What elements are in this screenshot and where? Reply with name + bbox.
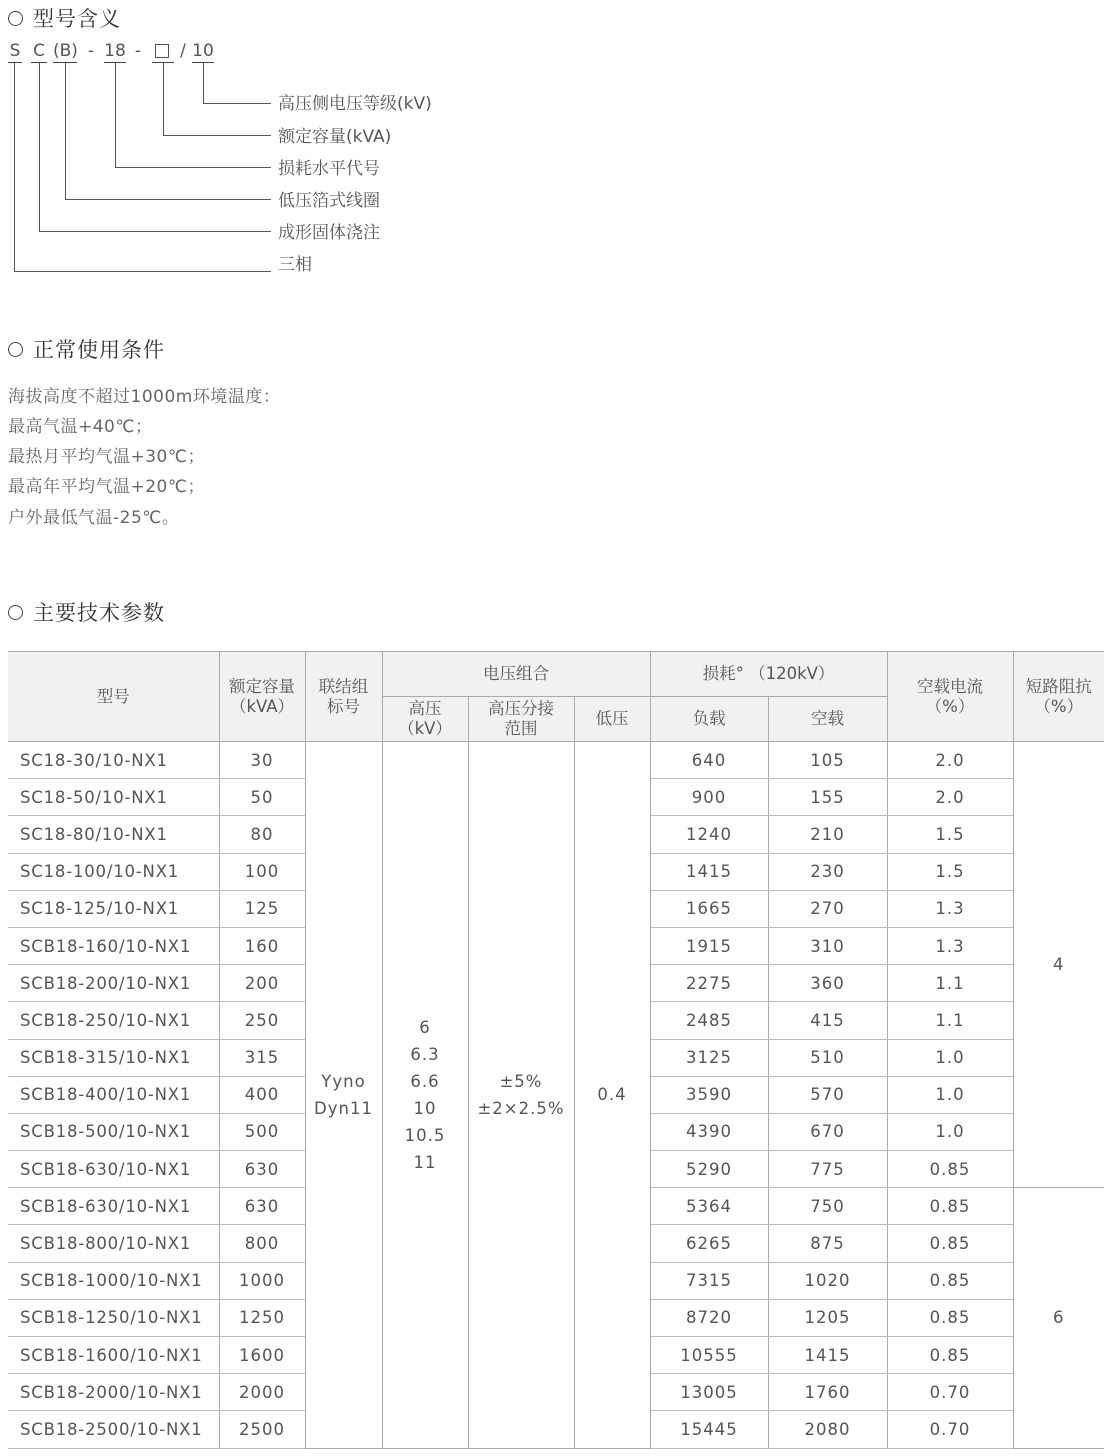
connector-line <box>39 63 40 231</box>
cell-capacity: 125 <box>219 890 305 927</box>
cell-model: SCB18-200/10-NX1 <box>8 965 219 1002</box>
connector-line <box>14 271 271 272</box>
cell-capacity: 630 <box>219 1151 305 1188</box>
cell-capacity: 1250 <box>219 1299 305 1336</box>
cell-noload-current: 1.3 <box>887 927 1013 964</box>
cell-noload-loss: 775 <box>768 1151 887 1188</box>
cell-model: SCB18-800/10-NX1 <box>8 1225 219 1262</box>
code-part-c: C <box>33 41 45 61</box>
cell-impedance: 4 <box>1013 742 1104 1188</box>
cell-noload-loss: 875 <box>768 1225 887 1262</box>
cell-hv-values: 6 6.3 6.6 10 10.5 11 <box>382 742 468 1449</box>
cell-capacity: 630 <box>219 1188 305 1225</box>
connector-line <box>65 199 271 200</box>
cell-capacity: 100 <box>219 853 305 890</box>
table-row <box>8 742 1104 779</box>
cell-noload-loss: 2080 <box>768 1411 887 1448</box>
meaning-hv-voltage: 高压侧电压等级(kV) <box>278 94 432 114</box>
cell-noload-current: 1.3 <box>887 890 1013 927</box>
connector-line <box>115 167 271 168</box>
code-part-18: 18 <box>104 41 126 61</box>
cell-capacity: 800 <box>219 1225 305 1262</box>
cell-noload-loss: 230 <box>768 853 887 890</box>
code-underline <box>8 62 22 63</box>
cell-noload-current: 0.70 <box>887 1411 1013 1448</box>
header-voltage: 电压组合 <box>382 652 650 697</box>
cell-load-loss: 8720 <box>650 1299 768 1336</box>
code-part-b: (B) <box>53 41 78 61</box>
cell-model: SCB18-630/10-NX1 <box>8 1188 219 1225</box>
cell-load-loss: 7315 <box>650 1262 768 1299</box>
section-title: 型号含义 <box>33 7 121 31</box>
code-slash: / <box>180 41 186 61</box>
cell-load-loss: 3125 <box>650 1039 768 1076</box>
square-icon <box>155 44 169 58</box>
cell-noload-current: 1.5 <box>887 853 1013 890</box>
cell-capacity: 1000 <box>219 1262 305 1299</box>
cell-capacity: 80 <box>219 816 305 853</box>
cell-capacity: 50 <box>219 779 305 816</box>
cell-noload-current: 1.0 <box>887 1113 1013 1150</box>
cell-noload-loss: 1415 <box>768 1337 887 1374</box>
cell-noload-loss: 210 <box>768 816 887 853</box>
condition-line: 海拔高度不超过1000m环境温度： <box>8 387 281 407</box>
connector-line <box>163 135 271 136</box>
cell-noload-loss: 105 <box>768 742 887 779</box>
cell-noload-loss: 415 <box>768 1002 887 1039</box>
cell-noload-current: 0.70 <box>887 1374 1013 1411</box>
parameters-table <box>8 651 1104 1449</box>
header-impedance: 短路阻抗 （%） <box>1013 652 1104 742</box>
cell-noload-current: 1.0 <box>887 1039 1013 1076</box>
cell-capacity: 400 <box>219 1076 305 1113</box>
cell-model: SC18-50/10-NX1 <box>8 779 219 816</box>
cell-model: SC18-80/10-NX1 <box>8 816 219 853</box>
header-tap: 高压分接 范围 <box>468 697 574 742</box>
cell-noload-current: 0.85 <box>887 1151 1013 1188</box>
code-part-10: 10 <box>192 41 214 61</box>
cell-noload-loss: 510 <box>768 1039 887 1076</box>
cell-noload-loss: 155 <box>768 779 887 816</box>
cell-capacity: 250 <box>219 1002 305 1039</box>
header-group: 联结组 标号 <box>305 652 382 742</box>
table-body <box>8 742 1104 1449</box>
circle-bullet-icon <box>8 605 23 620</box>
section-title: 正常使用条件 <box>33 338 165 362</box>
meaning-three-phase: 三相 <box>278 255 312 275</box>
cell-capacity: 315 <box>219 1039 305 1076</box>
connector-line <box>65 63 66 199</box>
cell-model: SC18-100/10-NX1 <box>8 853 219 890</box>
cell-load-loss: 5290 <box>650 1151 768 1188</box>
header-hv: 高压 （kV） <box>382 697 468 742</box>
cell-load-loss: 4390 <box>650 1113 768 1150</box>
cell-model: SCB18-630/10-NX1 <box>8 1151 219 1188</box>
cell-model: SCB18-500/10-NX1 <box>8 1113 219 1150</box>
cell-model: SCB18-315/10-NX1 <box>8 1039 219 1076</box>
cell-load-loss: 13005 <box>650 1374 768 1411</box>
cell-load-loss: 15445 <box>650 1411 768 1448</box>
header-loss: 损耗° （120kV） <box>650 652 887 697</box>
connector-line <box>163 63 164 135</box>
code-dash: - <box>87 41 95 61</box>
cell-capacity: 200 <box>219 965 305 1002</box>
cell-noload-current: 1.1 <box>887 1002 1013 1039</box>
circle-bullet-icon <box>8 342 23 357</box>
cell-lv-value: 0.4 <box>574 742 650 1449</box>
cell-model: SCB18-1600/10-NX1 <box>8 1337 219 1374</box>
section-heading-parameters <box>8 597 165 627</box>
cell-noload-current: 0.85 <box>887 1262 1013 1299</box>
cell-noload-loss: 670 <box>768 1113 887 1150</box>
cell-noload-loss: 750 <box>768 1188 887 1225</box>
cell-capacity: 2000 <box>219 1374 305 1411</box>
connector-line <box>203 103 271 104</box>
section-heading-conditions <box>8 334 165 364</box>
cell-load-loss: 1240 <box>650 816 768 853</box>
meaning-foil-coil: 低压箔式线圈 <box>278 191 380 211</box>
cell-model: SCB18-2500/10-NX1 <box>8 1411 219 1448</box>
cell-noload-loss: 310 <box>768 927 887 964</box>
section-heading-model-meaning <box>8 3 121 33</box>
cell-load-loss: 5364 <box>650 1188 768 1225</box>
cell-tap-range: ±5% ±2×2.5% <box>468 742 574 1449</box>
cell-connection-group: Yyno Dyn11 <box>305 742 382 1449</box>
cell-noload-loss: 1205 <box>768 1299 887 1336</box>
cell-model: SC18-30/10-NX1 <box>8 742 219 779</box>
code-dash: - <box>134 41 142 61</box>
cell-noload-current: 0.85 <box>887 1225 1013 1262</box>
cell-capacity: 500 <box>219 1113 305 1150</box>
connector-line <box>39 231 271 232</box>
meaning-loss-level: 损耗水平代号 <box>278 159 380 179</box>
cell-noload-current: 0.85 <box>887 1337 1013 1374</box>
cell-capacity: 2500 <box>219 1411 305 1448</box>
header-lv: 低压 <box>574 697 650 742</box>
cell-impedance: 6 <box>1013 1188 1104 1448</box>
cell-capacity: 160 <box>219 927 305 964</box>
header-capacity: 额定容量 （kVA） <box>219 652 305 742</box>
cell-load-loss: 2485 <box>650 1002 768 1039</box>
circle-bullet-icon <box>8 11 23 26</box>
cell-noload-current: 0.85 <box>887 1299 1013 1336</box>
connector-line <box>203 63 204 103</box>
header-load-loss: 负载 <box>650 697 768 742</box>
cell-capacity: 1600 <box>219 1337 305 1374</box>
cell-noload-current: 1.0 <box>887 1076 1013 1113</box>
cell-noload-loss: 360 <box>768 965 887 1002</box>
header-model: 型号 <box>8 652 219 742</box>
cell-model: SC18-125/10-NX1 <box>8 890 219 927</box>
cell-noload-current: 1.5 <box>887 816 1013 853</box>
cell-model: SCB18-2000/10-NX1 <box>8 1374 219 1411</box>
code-part-s: S <box>9 41 21 61</box>
cell-model: SCB18-160/10-NX1 <box>8 927 219 964</box>
cell-load-loss: 1665 <box>650 890 768 927</box>
condition-line: 最热月平均气温+30℃； <box>8 447 205 467</box>
connector-line <box>14 63 15 271</box>
cell-model: SCB18-1000/10-NX1 <box>8 1262 219 1299</box>
header-noload-loss: 空载 <box>768 697 887 742</box>
cell-noload-current: 1.1 <box>887 965 1013 1002</box>
cell-noload-loss: 1760 <box>768 1374 887 1411</box>
cell-load-loss: 640 <box>650 742 768 779</box>
cell-load-loss: 2275 <box>650 965 768 1002</box>
cell-load-loss: 1915 <box>650 927 768 964</box>
condition-line: 最高年平均气温+20℃； <box>8 477 205 497</box>
cell-noload-current: 2.0 <box>887 742 1013 779</box>
cell-load-loss: 6265 <box>650 1225 768 1262</box>
cell-load-loss: 1415 <box>650 853 768 890</box>
condition-line: 最高气温+40℃； <box>8 417 153 437</box>
cell-noload-loss: 570 <box>768 1076 887 1113</box>
cell-noload-loss: 1020 <box>768 1262 887 1299</box>
connector-line <box>115 63 116 167</box>
section-title: 主要技术参数 <box>33 601 165 625</box>
cell-model: SCB18-1250/10-NX1 <box>8 1299 219 1336</box>
cell-model: SCB18-250/10-NX1 <box>8 1002 219 1039</box>
cell-load-loss: 10555 <box>650 1337 768 1374</box>
cell-noload-loss: 270 <box>768 890 887 927</box>
cell-model: SCB18-400/10-NX1 <box>8 1076 219 1113</box>
meaning-capacity: 额定容量(kVA) <box>278 127 392 147</box>
meaning-cast-resin: 成形固体浇注 <box>278 223 380 243</box>
header-noload-current: 空载电流 （%） <box>887 652 1013 742</box>
cell-noload-current: 0.85 <box>887 1188 1013 1225</box>
cell-load-loss: 900 <box>650 779 768 816</box>
cell-noload-current: 2.0 <box>887 779 1013 816</box>
cell-capacity: 30 <box>219 742 305 779</box>
condition-line: 户外最低气温-25℃。 <box>8 508 180 528</box>
cell-load-loss: 3590 <box>650 1076 768 1113</box>
